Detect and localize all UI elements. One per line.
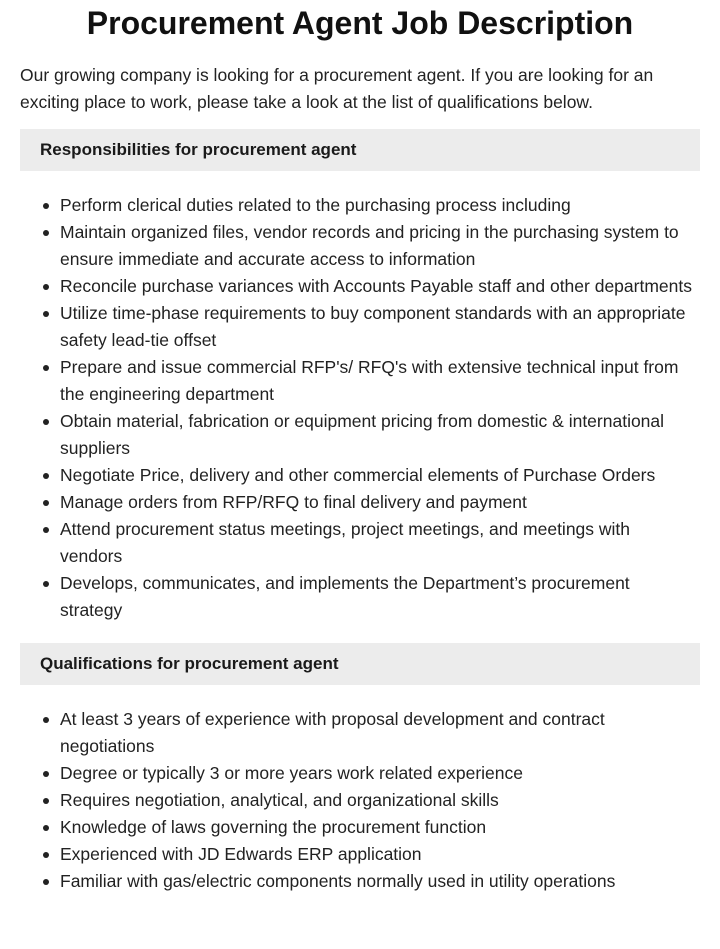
list-item: Experienced with JD Edwards ERP application [60,841,700,868]
list-item: Reconcile purchase variances with Accounts Payable staff and other departments [60,273,700,300]
list-item: Requires negotiation, analytical, and organizational skills [60,787,700,814]
list-item: Familiar with gas/electric components normally used in utility operations [60,868,700,895]
list-item: Degree or typically 3 or more years work related experience [60,760,700,787]
list-item: At least 3 years of experience with proposal development and contract negotiations [60,706,700,760]
page-title: Procurement Agent Job Description [86,5,634,41]
responsibilities-heading: Responsibilities for procurement agent [20,129,700,171]
list-item: Manage orders from RFP/RFQ to final delivery and payment [60,489,700,516]
list-item: Maintain organized files, vendor records and pricing in the purchasing system to ensure immediate and accurate access to information [60,219,700,273]
list-item: Negotiate Price, delivery and other commercial elements of Purchase Orders [60,462,700,489]
list-item: Prepare and issue commercial RFP's/ RFQ's with extensive technical input from the engineering department [60,354,700,408]
list-item: Knowledge of laws governing the procurement function [60,814,700,841]
list-item: Obtain material, fabrication or equipment pricing from domestic & international suppliers [60,408,700,462]
list-item: Attend procurement status meetings, project meetings, and meetings with vendors [60,516,700,570]
responsibilities-list [20,192,700,624]
list-item: Perform clerical duties related to the purchasing process including [60,192,700,219]
list-item: Develops, communicates, and implements the Department’s procurement strategy [60,570,700,624]
qualifications-heading: Qualifications for procurement agent [20,643,700,685]
qualifications-list [20,706,700,895]
intro-paragraph: Our growing company is looking for a procurement agent. If you are looking for an exciting place to work, please take a look at the list of qualifications below. [20,65,654,112]
list-item: Utilize time-phase requirements to buy component standards with an appropriate safety lead-tie offset [60,300,700,354]
